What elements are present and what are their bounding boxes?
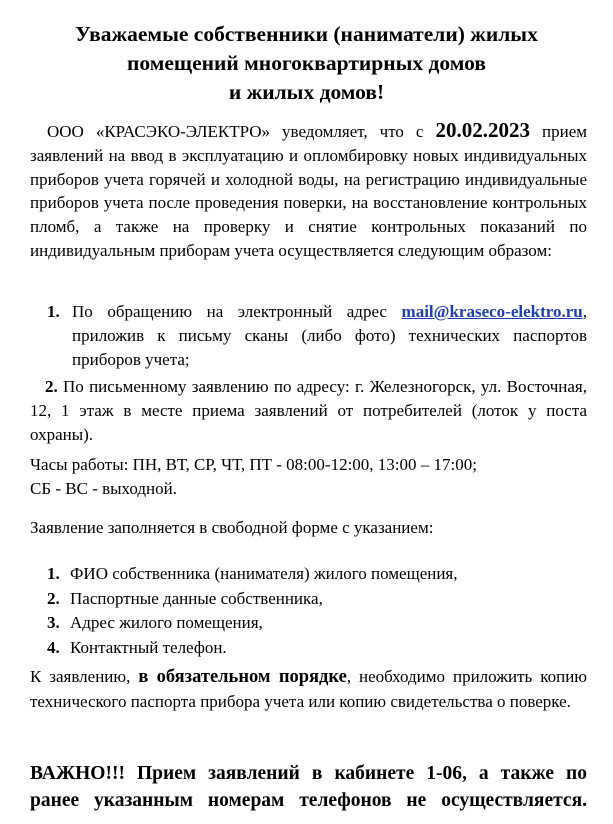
working-hours-weekdays: Часы работы: ПН, ВТ, СР, ЧТ, ПТ - 08:00-12:00, 13:00 – 17:00; [30,455,477,474]
list-item-number: 4. [47,637,60,657]
list-item-text: ФИО собственника (нанимателя) жилого помещения, [70,564,458,583]
list-item-number: 1. [47,564,60,583]
attachment-emphasis: в обязательном порядке [138,667,347,687]
intro-text-start: ООО «КРАСЭКО-ЭЛЕКТРО» уведомляет, что с [47,122,424,141]
list-item-text: Контактный телефон. [70,637,227,657]
method-number: 1. [47,302,60,321]
important-line-1: ВАЖНО!!! Прием заявлений в кабинете 1-06, а также по [30,763,587,784]
requirements-list [30,562,587,660]
method-email-text: По обращению на электронный адрес [72,302,387,321]
important-notice [30,760,587,814]
list-item-number: 2. [47,588,60,608]
method-email [30,300,587,371]
method-letter-text: По письменному заявлению по адресу: г. Железногорск, ул. Восточная, 12, 1 этаж в месте приема заявлений от потребителей (лоток у поста охраны). [30,377,587,444]
attachment-paragraph [30,665,587,714]
method-letter [30,375,587,446]
attachment-text-start: К заявлению, [30,667,131,686]
title-line-3: и жилых домов! [228,80,385,104]
list-item [30,562,587,587]
email-link[interactable]: mail@kraseco-elektro.ru [401,302,583,321]
intro-text-end: прием заявлений на ввод в эксплуатацию и опломбировку новых индивидуальных приборов учета горячей и холодной воды, на регистрацию индивидуальные приборов учета после проведения поверки, на восстановление контрольных пломб, а также на проверку и снятие контрольных показаний по индивидуальным приборам учета осуществляется следующим образом: [30,122,587,260]
method-number: 2. [45,377,58,397]
list-item [30,636,587,661]
working-hours [30,453,587,501]
title-line-1: Уважаемые собственники (наниматели) жилых [75,22,538,46]
freeform-intro: Заявление заполняется в свободной форме с указанием: [30,518,434,537]
list-item [30,587,587,612]
list-item [30,611,587,636]
attachment-text-end: , необходимо приложить копию технического паспорта прибора учета или копию свидетельства о поверке. [30,667,588,711]
method-email-text-end: , приложив к письму сканы (либо фото) технических паспортов приборов учета; [72,302,588,369]
title-line-2: помещений многоквартирных домов [127,51,486,75]
list-item-number: 3. [47,613,60,632]
list-item-text: Паспортные данные собственника, [70,588,323,608]
submission-methods-list [30,300,587,447]
list-item-text: Адрес жилого помещения, [70,613,263,632]
page-title [20,20,593,107]
intro-paragraph [30,119,587,263]
important-line-2: ранее указанным номерам телефонов не осуществляется. [30,790,587,811]
effective-date: 20.02.2023 [435,118,530,142]
working-hours-weekend: СБ - ВС - выходной. [30,479,178,498]
